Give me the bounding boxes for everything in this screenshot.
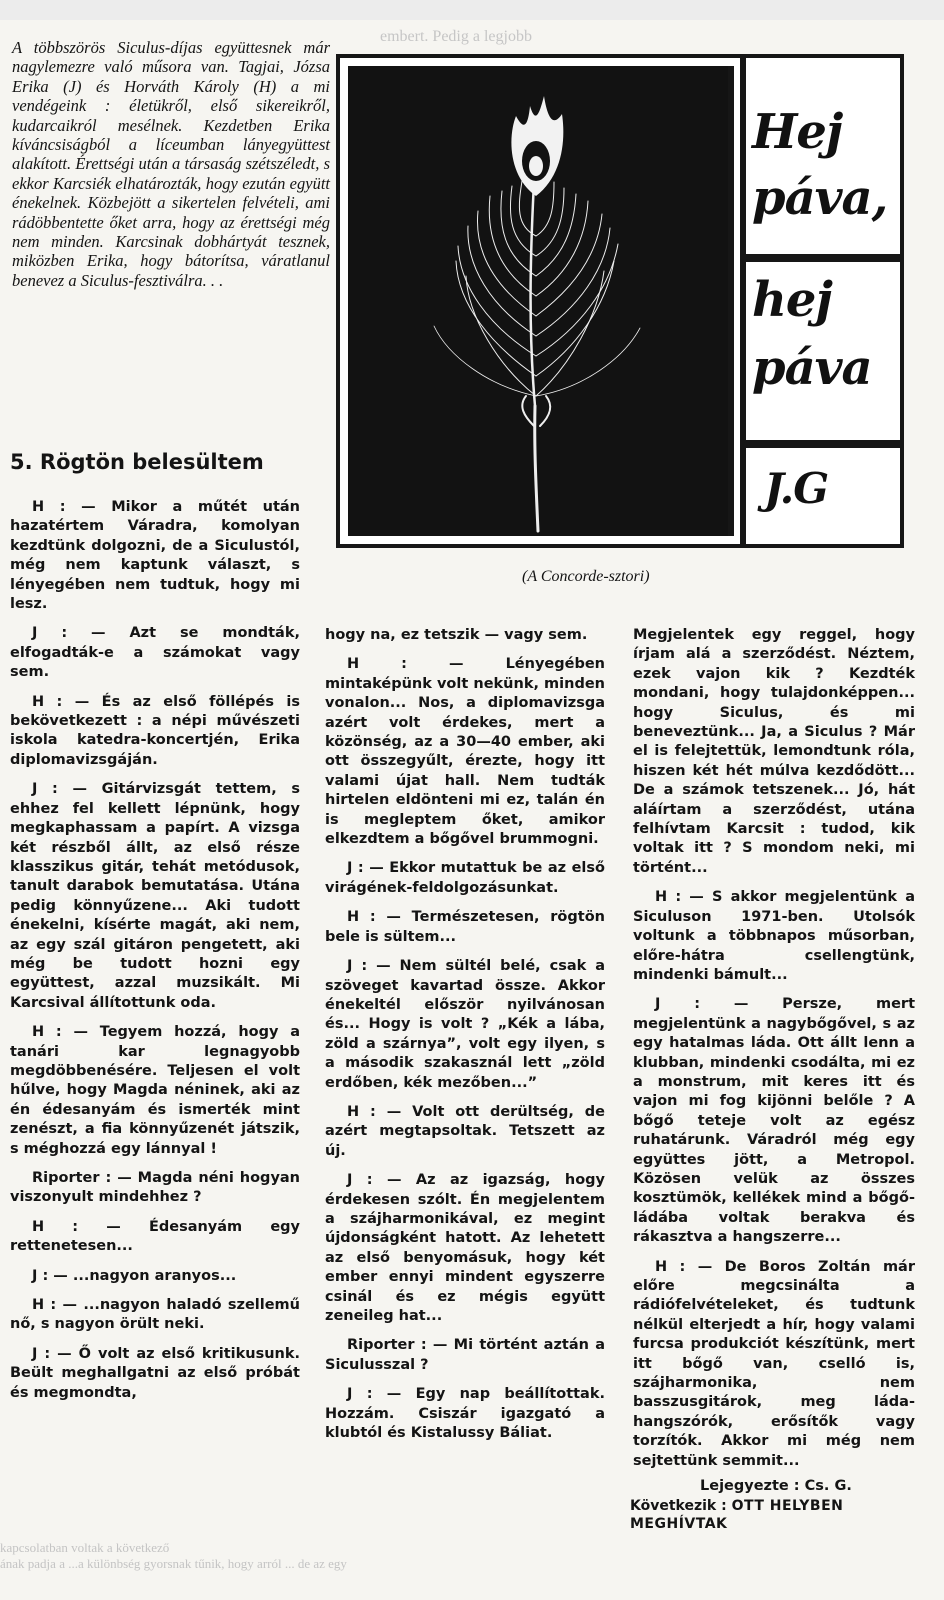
paragraph: H : — Volt ott derültség, de azért megtapsoltak. Tetszett az új. <box>325 1103 605 1159</box>
photo-caption: (A Concorde-sztori) <box>522 568 650 585</box>
title-word-1: Hej <box>752 104 843 160</box>
bleed-through-text-bottom <box>0 1540 944 1600</box>
title-word-2: páva, <box>752 170 888 226</box>
paragraph: H : — Természetesen, rögtön bele is sültem... <box>325 909 605 945</box>
paragraph: J : — Azt se mondták, elfogadták-e a számokat vagy sem. <box>10 625 300 681</box>
paragraph: J : — Ekkor mutattuk be az első virágének-feldolgozásunkat. <box>325 860 605 896</box>
title-word-4: páva <box>752 340 872 396</box>
paragraph: Megjelentek egy reggel, hogy írjam alá a szerződést. Néztem, ezek vajon kik ? Kezdték mondani, hogy tulajdonképpen... hogy Siculus, és mi beneveztünk... Ja, a Siculus ? Már el is felejtettük, lemondtunk róla, hiszen két hét múlva kezdődött... De a számok tetszenek... Jó, hát aláírtam a szerződést, utána felhívtam Karcsit : tudod, kik voltak itt ? S mondom neki, mi történt... <box>633 627 915 876</box>
paragraph: J : — Egy nap beállítottak. Hozzám. Csiszár igazgató a klubtól és Kistalussy Báliat. <box>325 1386 605 1442</box>
next-title: OTT HELYBEN MEGHÍVTAK <box>630 1498 844 1532</box>
monogram-logo: J.G <box>764 464 829 513</box>
bleed-through-text-top: embert. Pedig a legjobb <box>380 28 532 45</box>
title-rule-2 <box>740 440 900 448</box>
paragraph: Riporter : — Magda néni hogyan viszonyult mindehhez ? <box>10 1170 300 1206</box>
paragraph: H : — Édesanyám egy rettenetesen... <box>10 1218 300 1255</box>
paragraph: H : — Lényegében mintaképünk volt nekünk, minden vonalon... Nos, a diplomavizsga azért volt érdekes, mert a közönség, az a 30—40 ember, aki ott összegyűlt, érezte, hogy itt valami újat hall. Nem tudták hirtelen eldönteni mi ez, talán én is megleptem őket, amikor elkezdtem a bőgővel brummogni. <box>325 656 605 848</box>
paragraph: J : — Az az igazság, hogy érdekesen szólt. Én megjelentem a szájharmonikával, ez megint újdonságként hatott. Az lehetett az első benyomásuk, hogy két ember ennyi mindent egyszerre csinál és ez mégis együtt zeneileg hat... <box>325 1172 605 1324</box>
scan-edge <box>0 0 944 20</box>
next-label: Következik : <box>630 1498 727 1514</box>
peacock-feather-photo <box>348 66 734 536</box>
paragraph: J : — Persze, mert megjelentünk a nagybőgővel, s az egy hatalmas láda. Ott állt lenn a klubban, mindenki csodálta, mi ez a monstrum, mit keres itt és vajon mi fog kijönni belőle ? A bőgő teteje volt az egész ruhatárunk. Váradról még egy együttes jött, a Metropol. Közösen velük az összes kosztümök, kellékek mind a bőgő-ládába voltak berakva és rákasztva a hangszerre... <box>633 996 915 1246</box>
title-rule-1 <box>740 254 900 262</box>
paragraph: H : — De Boros Zoltán már előre megcsinálta a rádiófelvételeket, és tudtunk nélkül elterjedt a hír, hogy valami furcsa produkciót készítünk, mert itt bőgő van, cselló is, szájharmonika, nem basszusgitárok, meg láda-hangszórók, erősítők vagy torzítók. Akkor mi még nem sejtettünk semmit... <box>633 1258 915 1469</box>
paragraph: J : — Gitárvizsgát tettem, s ehhez fel kellett lépnünk, hogy megkaphassam a papírt. A vizsga két részből állt, az első része klasszikus gitár, tehát metódusok, tanult darabok bemutatása. Utána pedig könnyűzene... Aki tudott énekelni, kísérte magát, aki nem, az egy szál gitáron pengetett, aki még be tudott hozni egy együttest, azzal muzsikált. Mi Karcsival állítottunk oda. <box>10 781 300 1011</box>
paragraph: H : — Mikor a műtét után hazatértem Váradra, komolyan kezdtünk dolgozni, de a Siculustól, még nem kaptunk választ, s lényegében nem tudtuk, hogy mi lesz. <box>10 499 300 613</box>
paragraph: hogy na, ez tetszik — vagy sem. <box>325 627 588 643</box>
paragraph: H : — Tegyem hozzá, hogy a tanári kar legnagyobb megdöbbenésére. Teljesen el volt hűlve, hogy Magda néninek, aki az én édesanyám és ismerték mint zenészt, a fia könnyűzenét játszik, s méghozzá egy lánnyal ! <box>10 1024 300 1157</box>
next-episode <box>630 1497 920 1533</box>
paragraph: H : — ...nagyon haladó szellemű nő, s nagyon örült neki. <box>10 1297 300 1333</box>
peacock-feather-icon <box>348 66 728 536</box>
title-word-3: hej <box>752 272 832 328</box>
title-panel <box>740 58 900 544</box>
text-column-1 <box>10 498 300 1413</box>
intro-paragraph: A többszörös Siculus-díjas együttesnek már nagylemezre való műsora van. Tagjai, Józsa Erika (J) és Horváth Károly (H) a mi vendégeink : életükről, első sikereikről, kudarcaikról mesélnek. Kezdetben Erika kíváncsiságból a líceumban lányegyüttest alakított. Érettségi után a társaság szétszéledt, s ekkor Karcsiék elhatározták, hogy ezután együtt énekelnek. Közbejött a sikertelen felvételi, ami rádöbbentette őket arra, hogy az érettségi még nem minden. Karcsinak dobhártyát tesznek, miközben Erika, hogy bátorítsa, váratlanul benevez a Siculus-fesztiválra. . . <box>12 38 330 290</box>
paragraph: J : — Ő volt az első kritikusunk. Beült meghallgatni az első próbát és megmondta, <box>10 1345 300 1401</box>
author-signature: Lejegyezte : Cs. G. <box>700 1478 852 1494</box>
bleed-line: kapcsolatban voltak a következő <box>0 1540 170 1555</box>
paragraph: Riporter : — Mi történt aztán a Siculusszal ? <box>325 1337 605 1373</box>
bleed-line: ának padja a ...a különbség gyorsnak tűnik, hogy arról ... de az egy <box>0 1556 347 1571</box>
paragraph: J : — Nem sültél belé, csak a szöveget kavartad össze. Akkor énekeltél először nyilvánosan és... Hogy is volt ? „Kék a lába, zöld a szárnya”, volt egy ilyen, s a második szakasznál lett „zöld erdőben, kék mezőben...” <box>325 958 605 1091</box>
section-heading: 5. Rögtön belesültem <box>10 450 264 474</box>
paragraph: H : — És az első föllépés is bekövetkezett : a népi művészeti iskola katedra-koncertjén, Erika diplomavizsgáján. <box>10 693 300 768</box>
paragraph: J : — ...nagyon aranyos... <box>32 1267 237 1284</box>
paragraph: H : — S akkor megjelentünk a Siculuson 1971-ben. Utolsók voltunk a többnapos műsorban, előre-hátra csellengtünk, mindenki bámult... <box>633 889 915 983</box>
text-column-2 <box>325 626 605 1453</box>
text-column-3 <box>633 626 915 1481</box>
